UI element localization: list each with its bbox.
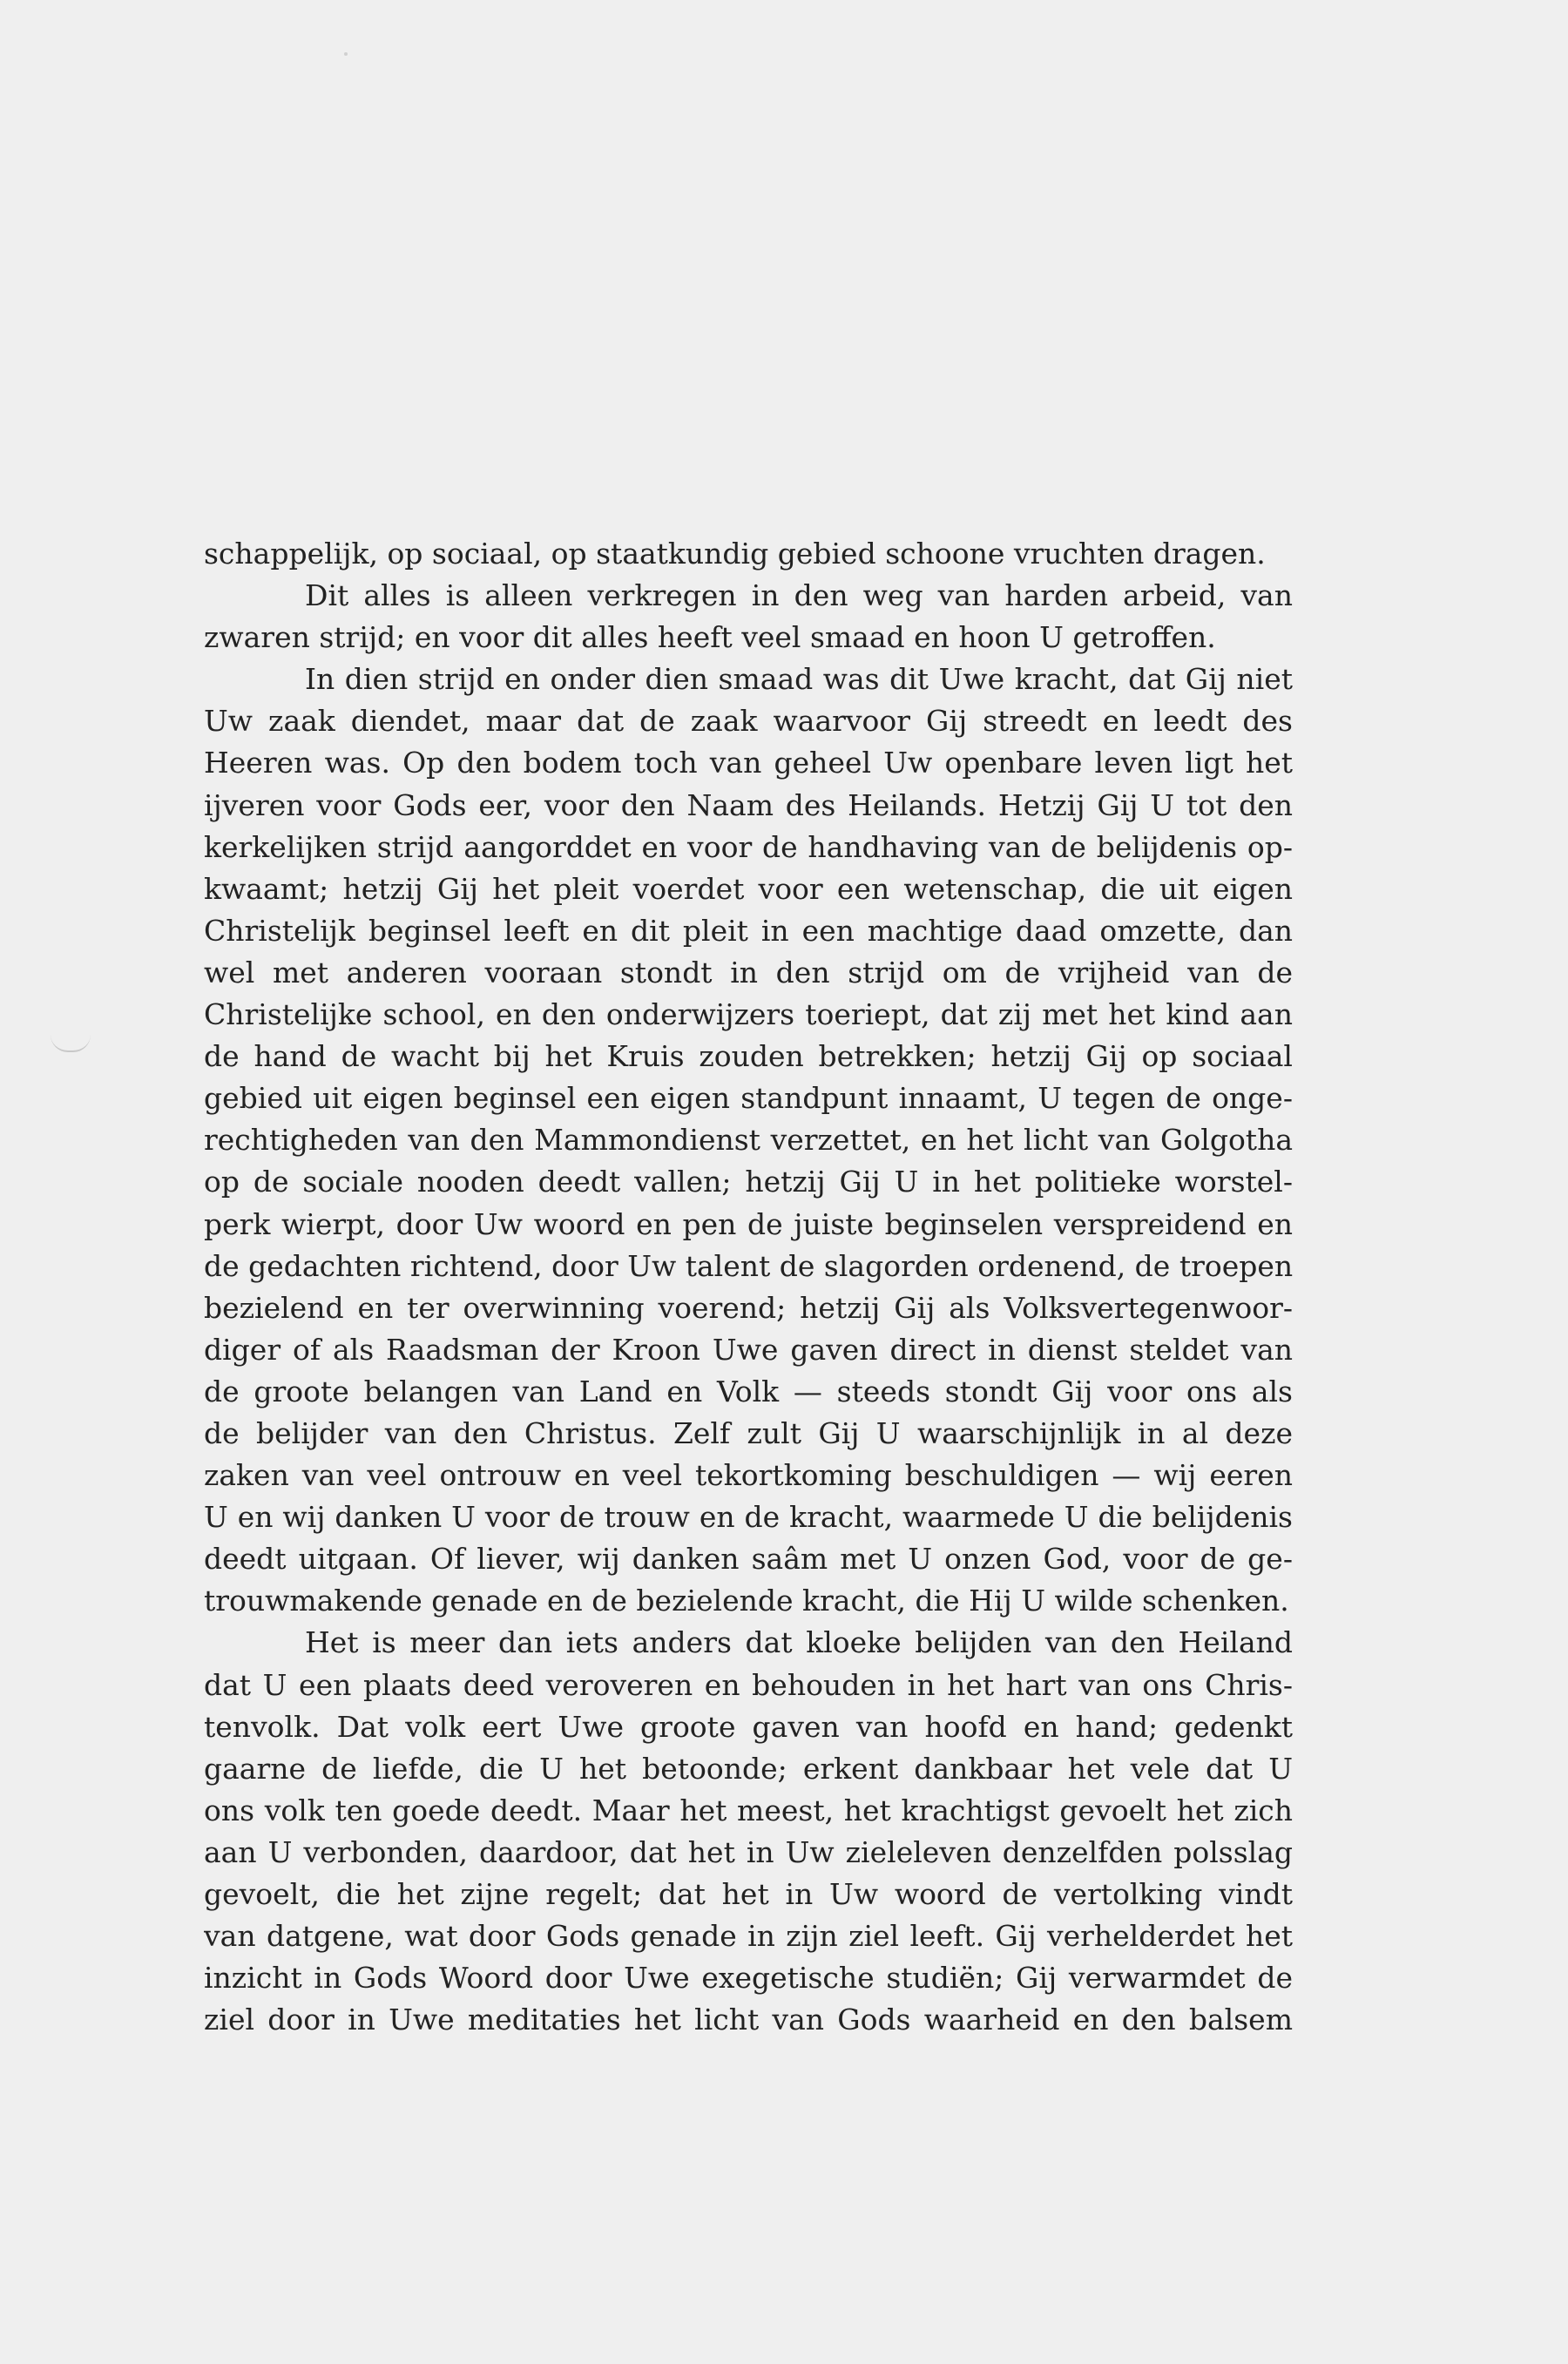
text-line: tenvolk. Dat volk eert Uwe groote gaven van hoofd en hand; gedenkt — [204, 1709, 1293, 1744]
body-text — [204, 533, 1293, 2041]
text-line: op de sociale nooden deedt vallen; hetzij Gij U in het politieke worstel- — [204, 1165, 1293, 1199]
text-line: In dien strijd en onder dien smaad was dit Uwe kracht, dat Gij niet — [305, 662, 1293, 697]
text-line: deedt uitgaan. Of liever, wij danken saâm met U onzen God, voor de ge- — [204, 1542, 1293, 1577]
text-line: zaken van veel ontrouw en veel tekortkoming beschuldigen — wij eeren — [204, 1458, 1293, 1493]
text-line: Christelijk beginsel leeft en dit pleit in een machtige daad omzette, dan — [204, 913, 1293, 948]
text-line: van datgene, wat door Gods genade in zijn ziel leeft. Gij verhelderdet het — [204, 1919, 1293, 1954]
text-line: bezielend en ter overwinning voerend; hetzij Gij als Volksvertegenwoor- — [204, 1290, 1293, 1325]
text-line: Het is meer dan iets anders dat kloeke belijden van den Heiland — [305, 1625, 1293, 1660]
text-line: U en wij danken U voor de trouw en de kracht, waarmede U die belijdenis — [204, 1500, 1293, 1535]
text-line: de groote belangen van Land en Volk — steeds stondt Gij voor ons als — [204, 1374, 1293, 1408]
text-line: gebied uit eigen beginsel een eigen standpunt innaamt, U tegen de onge- — [204, 1081, 1293, 1116]
margin-pencil-mark — [51, 1035, 91, 1052]
text-line: de gedachten richtend, door Uw talent de slagorden ordenend, de troepen — [204, 1248, 1293, 1283]
text-line: trouwmakende genade en de bezielende kracht, die Hij U wilde schenken. — [204, 1584, 1289, 1618]
text-line: dat U een plaats deed veroveren en behouden in het hart van ons Chris- — [204, 1667, 1293, 1702]
text-line: rechtigheden van den Mammondienst verzettet, en het licht van Golgotha — [204, 1123, 1293, 1158]
text-line: wel met anderen vooraan stondt in den strijd om de vrijheid van de — [204, 955, 1293, 990]
text-line: diger of als Raadsman der Kroon Uwe gaven direct in dienst steldet van — [204, 1332, 1293, 1367]
text-line: perk wierpt, door Uw woord en pen de juiste beginselen verspreidend en — [204, 1206, 1293, 1241]
text-line: gaarne de liefde, die U het betoonde; erkent dankbaar het vele dat U — [204, 1751, 1293, 1786]
paper-speck — [344, 52, 348, 56]
text-line: ziel door in Uwe meditaties het licht van Gods waarheid en den balsem — [204, 2003, 1293, 2037]
text-line: zwaren strijd; en voor dit alles heeft veel smaad en hoon U getroffen. — [204, 620, 1216, 655]
text-line: schappelijk, op sociaal, op staatkundig gebied schoone vruchten dragen. — [204, 537, 1266, 571]
text-line: inzicht in Gods Woord door Uwe exegetische studiën; Gij verwarmdet de — [204, 1961, 1293, 1996]
text-line: de hand de wacht bij het Kruis zouden betrekken; hetzij Gij op sociaal — [204, 1039, 1293, 1074]
text-line: Christelijke school, en den onderwijzers toeriept, dat zij met het kind aan — [204, 997, 1293, 1032]
text-line: Heeren was. Op den bodem toch van geheel Uw openbare leven ligt het — [204, 746, 1293, 780]
text-line: kerkelijken strijd aangorddet en voor de handhaving van de belijdenis op- — [204, 829, 1293, 864]
text-line: de belijder van den Christus. Zelf zult Gij U waarschijnlijk in al deze — [204, 1415, 1293, 1450]
text-line: Uw zaak diendet, maar dat de zaak waarvoor Gij streedt en leedt des — [204, 704, 1293, 739]
text-line: aan U verbonden, daardoor, dat het in Uw zieleleven denzelfden polsslag — [204, 1834, 1293, 1869]
text-line: kwaamt; hetzij Gij het pleit voerdet voor een wetenschap, die uit eigen — [204, 871, 1293, 906]
text-line: gevoelt, die het zijne regelt; dat het in Uw woord de vertolking vindt — [204, 1877, 1293, 1911]
text-line: ons volk ten goede deedt. Maar het meest, het krachtigst gevoelt het zich — [204, 1793, 1293, 1827]
text-line: Dit alles is alleen verkregen in den weg van harden arbeid, van — [305, 578, 1293, 613]
text-line: ijveren voor Gods eer, voor den Naam des Heilands. Hetzij Gij U tot den — [204, 787, 1293, 822]
